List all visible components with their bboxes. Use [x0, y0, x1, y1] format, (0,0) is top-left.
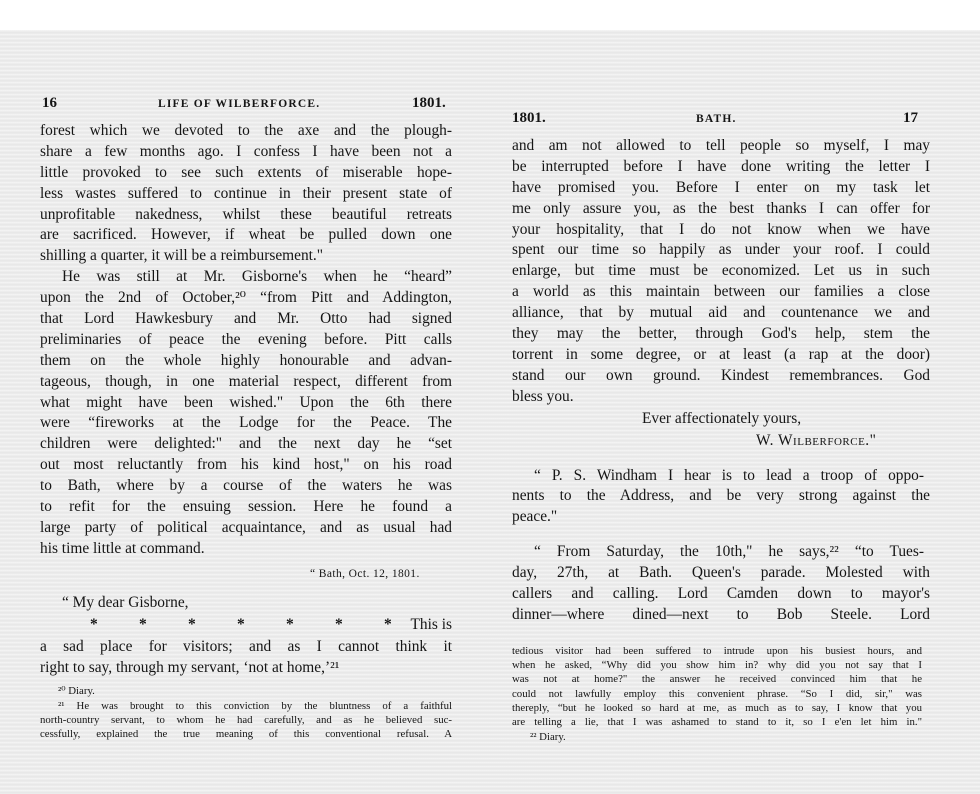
- text-line: have promised you. Before I enter on my task let: [512, 178, 930, 196]
- ellipsis-stars-line: [40, 616, 452, 637]
- left-paragraph-1: [40, 121, 468, 267]
- footnote-22: ²² Diary.: [530, 730, 566, 743]
- text-line: to refit for the ensuing session. Here he found a: [40, 498, 452, 516]
- text-line: share a few months ago. I confess I have been not a: [40, 142, 452, 160]
- star: *: [237, 615, 245, 633]
- left-paragraph-2: [40, 267, 468, 559]
- star: *: [188, 615, 196, 633]
- text-line: me only assure you, as the best thanks I can offer for: [512, 199, 930, 217]
- text-line: preliminaries of peace the evening before. Pitt calls: [40, 330, 452, 348]
- text-line: “ P. S. Windham I hear is to lead a troop of oppo-: [534, 466, 924, 484]
- text-line: they may the better, through God's help, stem the: [512, 325, 930, 343]
- star: *: [335, 615, 343, 633]
- right-year: 1801.: [512, 110, 546, 126]
- left-running-head: [40, 95, 468, 117]
- text-line: to Bath, where by a course of the waters he was: [40, 477, 452, 495]
- text-line: that Lord Hawkesbury and Mr. Otto had signed: [40, 310, 452, 328]
- footnote-line: are telling a lie, that I was ashamed to stand to it, so I e'en let him in.": [512, 716, 922, 729]
- text-line: upon the 2nd of October,²⁰ “from Pitt and Addington,: [40, 289, 452, 307]
- text-line: what might have been wished." Upon the 6th there: [40, 393, 452, 411]
- letter-signature: W. Wilberforce.": [756, 431, 877, 449]
- footnote-line: tedious visitor had been suffered to intrude upon his busiest hours, and: [512, 644, 922, 657]
- text-line: peace.": [512, 508, 558, 526]
- left-page-number: 16: [42, 95, 57, 111]
- footnote-line: cessfully, explained the true meaning of this conventional refusal. A: [40, 728, 452, 741]
- text-line: He was still at Mr. Gisborne's when he “heard”: [62, 268, 452, 286]
- text-line: out most reluctantly from his kind host," on his road: [40, 456, 452, 474]
- right-running-head: [512, 110, 940, 132]
- text-line: are sacrificed. However, if wheat be pulled down one: [40, 226, 452, 244]
- letter-closing: Ever affectionately yours,: [642, 409, 802, 427]
- letter-dateline: “ Bath, Oct. 12, 1801.: [310, 567, 420, 580]
- left-page: [40, 95, 468, 742]
- footnote-line: was not at home?" the answer he received convinced him that he: [512, 673, 922, 686]
- diary-paragraph: [512, 542, 940, 626]
- text-line: nents to the Address, and be very strong against the: [512, 487, 930, 505]
- text-line: shilling a quarter, it will be a reimbursement.": [40, 247, 324, 265]
- left-letter-text: [40, 637, 468, 679]
- footnote-line: thereply, “but he looked so hard at me, as much as to say, I know that you: [512, 702, 922, 714]
- text-line: and am not allowed to tell people so myself, I may: [512, 137, 930, 154]
- text-line: them on the whole highly honourable and advan-: [40, 351, 452, 369]
- text-line: forest which we devoted to the axe and the plough-: [40, 122, 452, 139]
- text-line: unprofitable nakedness, whilst these beautiful retreats: [40, 205, 452, 223]
- text-line: right to say, through my servant, ‘not at home,’²¹: [40, 658, 340, 676]
- text-line: a sad place for visitors; and as I cannot think it: [40, 637, 452, 655]
- footnote-21: ²¹ He was brought to this conviction by the bluntness of a faithful: [58, 699, 452, 712]
- right-page-number: 17: [903, 110, 918, 126]
- text-line: your hospitality, that I do not know when we have: [512, 220, 930, 238]
- text-line: torrent in some degree, or at least (a rap at the door): [512, 345, 930, 363]
- star: *: [90, 615, 98, 633]
- stars-tail-text: This is: [410, 615, 452, 633]
- star: *: [139, 615, 147, 633]
- text-line: little provoked to see such extents of miserable hope-: [40, 163, 452, 181]
- text-line: large party of political acquaintance, and as usual had: [40, 518, 452, 536]
- right-letter-continuation: [512, 136, 940, 408]
- text-line: enlarge, but time must be economized. Let us in such: [512, 262, 930, 280]
- text-line: tageous, though, in one material respect, different from: [40, 372, 452, 390]
- text-line: his time little at command.: [40, 539, 205, 557]
- omission-stars: [90, 616, 433, 634]
- text-line: stand our own ground. Kindest remembrances. God: [512, 366, 930, 384]
- footnote-line: when he asked, “Why did you show him in? why did you not say that I: [512, 659, 922, 672]
- text-line: callers and calling. Lord Camden down to mayor's: [512, 585, 930, 603]
- text-line: were “fireworks at the Lodge for the Peace. The: [40, 414, 452, 432]
- letter-salutation: “ My dear Gisborne,: [62, 593, 189, 611]
- right-page: [512, 110, 940, 744]
- left-running-title: LIFE OF WILBERFORCE.: [158, 98, 321, 110]
- text-line: alliance, that by mutual aid and countenance we and: [512, 304, 930, 322]
- text-line: spent our time so happily as under your roof. I could: [512, 241, 930, 259]
- text-line: bless you.: [512, 387, 574, 405]
- text-line: be interrupted before I have done writing the letter I: [512, 157, 930, 175]
- postscript: [512, 466, 940, 529]
- text-line: dinner—where dined—next to Bob Steele. Lord: [512, 605, 930, 623]
- footnote-20: ²⁰ Diary.: [58, 685, 95, 698]
- star: *: [384, 615, 392, 633]
- left-year: 1801.: [412, 95, 446, 111]
- left-footnotes: [40, 684, 468, 741]
- right-running-title: BATH.: [696, 113, 737, 125]
- text-line: day, 27th, at Bath. Queen's parade. Molested with: [512, 564, 930, 582]
- text-line: less wastes suffered to continue in their present state of: [40, 184, 452, 202]
- star: *: [286, 615, 294, 633]
- footnote-line: north-country servant, to whom he had carefully, and as he believed suc-: [40, 714, 452, 727]
- footnote-line: could not lawfully employ this convenient phrase. “So I did, sir," was: [512, 687, 922, 700]
- text-line: children were delighted:" and the next day he “set: [40, 435, 452, 453]
- text-line: a world as this maintain between our families a close: [512, 283, 930, 301]
- text-line: “ From Saturday, the 10th," he says,²² “to Tues-: [534, 543, 924, 561]
- scan-top-margin: [0, 0, 980, 30]
- right-footnotes: [512, 644, 940, 744]
